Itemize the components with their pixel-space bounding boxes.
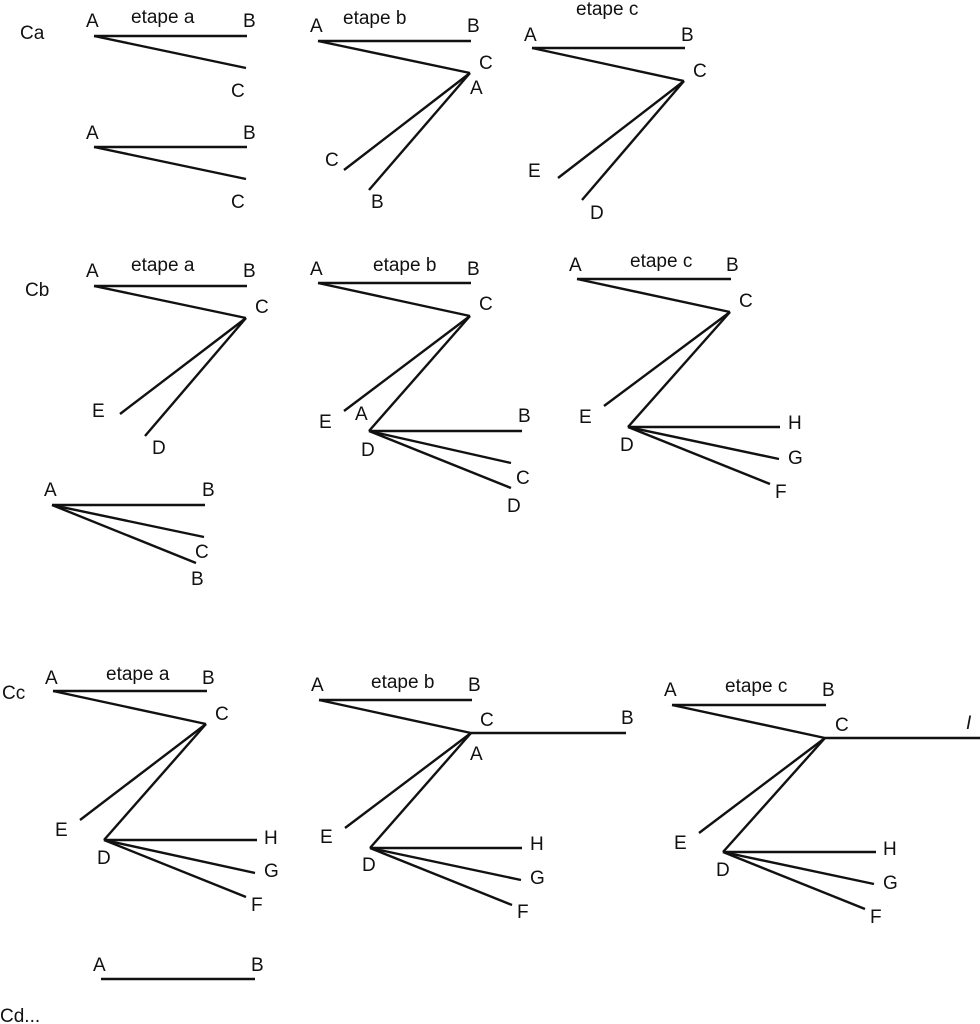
cb-etape-a: [86, 255, 269, 459]
segment-ac: [94, 36, 246, 68]
point-label-b: B: [467, 259, 480, 280]
point-label-c: C: [195, 542, 209, 563]
segment-cd: [104, 724, 206, 840]
point-label-a: A: [311, 675, 324, 696]
point-label-h: H: [264, 828, 278, 849]
point-label-b: B: [202, 480, 215, 501]
ca-step-a-title: etape a: [131, 7, 195, 28]
point-label-c: C: [479, 53, 493, 74]
point-label-a2: A: [355, 404, 368, 425]
point-label-b: B: [243, 11, 256, 32]
point-label-c: C: [231, 81, 245, 102]
ca-etape-b: [310, 8, 493, 213]
point-label-a: A: [86, 11, 99, 32]
point-label-b: B: [681, 25, 694, 46]
point-label-d: D: [590, 203, 604, 224]
point-label-b2: B: [621, 708, 634, 729]
segment-df: [370, 848, 512, 905]
point-label-a: A: [569, 255, 582, 276]
segment-dd: [369, 431, 511, 488]
segment-cd: [628, 312, 730, 427]
point-label-d: D: [97, 848, 111, 869]
point-label-e: E: [528, 161, 541, 182]
point-label-f: F: [870, 907, 882, 928]
point-label-h: H: [883, 839, 897, 860]
segment-ac: [672, 705, 825, 738]
segment-df: [723, 852, 865, 909]
segment-dc: [369, 431, 511, 463]
segment-ac: [94, 147, 246, 179]
point-label-c: C: [693, 61, 707, 82]
cc-etape-b: [311, 672, 634, 923]
segment-cd: [370, 733, 471, 848]
point-label-d2: D: [507, 496, 521, 517]
point-label-d: D: [361, 440, 375, 461]
ca-step-b-title: etape b: [343, 8, 407, 29]
cb-step-b-title: etape b: [373, 255, 437, 276]
point-label-g: G: [883, 873, 898, 894]
segment-ce: [344, 316, 470, 411]
point-label-e: E: [320, 827, 333, 848]
point-label-a: A: [86, 261, 99, 282]
segment-ac: [53, 691, 206, 724]
point-label-e: E: [92, 401, 105, 422]
segment-ce: [604, 312, 730, 406]
point-label-b: B: [468, 675, 481, 696]
point-label-f: F: [517, 902, 529, 923]
point-label-a: A: [310, 259, 323, 280]
point-label-g: G: [264, 861, 279, 882]
point-label-b: B: [243, 261, 256, 282]
cb-etape-b: [310, 255, 531, 517]
segment-df: [104, 840, 246, 897]
point-label-c: C: [231, 192, 245, 213]
point-label-a: A: [44, 480, 57, 501]
point-label-c: C: [835, 715, 849, 736]
point-label-b2: B: [191, 569, 204, 590]
point-label-d: D: [620, 435, 634, 456]
row-label-ca: Ca: [20, 23, 45, 44]
point-label-a: A: [524, 25, 537, 46]
segment-dg: [370, 848, 521, 880]
point-label-a: A: [45, 668, 58, 689]
segment-ce: [345, 733, 471, 828]
point-label-a: A: [664, 680, 677, 701]
ca-etape-a-copy: [86, 123, 256, 213]
point-label-g: G: [530, 868, 545, 889]
point-label-b: B: [726, 255, 739, 276]
point-label-c: C: [215, 704, 229, 725]
point-label-a2: A: [470, 78, 483, 99]
segment-ce: [699, 738, 825, 833]
point-label-e: E: [55, 820, 68, 841]
point-label-e: E: [319, 412, 332, 433]
point-label-c: C: [480, 710, 494, 731]
segment-ab-copy: [52, 505, 196, 563]
point-label-h: H: [788, 413, 802, 434]
point-label-e: E: [674, 833, 687, 854]
segment-ac: [319, 700, 471, 733]
segment-ac: [94, 286, 246, 318]
cb-step-a-title: etape a: [131, 255, 195, 276]
point-label-b: B: [822, 680, 835, 701]
segment-cd: [145, 318, 246, 436]
row-label-cd: Cd...: [0, 1006, 41, 1024]
segment-ac-copy: [344, 73, 470, 170]
ca-etape-c: [524, 0, 707, 224]
point-label-b: B: [467, 16, 480, 37]
segment-cd: [582, 81, 684, 200]
segment-ce: [120, 318, 246, 414]
point-label-b: B: [243, 123, 256, 144]
point-label-b2: B: [518, 406, 531, 427]
point-label-i: I: [966, 713, 972, 734]
segment-ce: [558, 81, 684, 178]
row-label-cc: Cc: [2, 683, 26, 704]
ca-etape-a: [86, 7, 256, 102]
point-label-c2: C: [325, 150, 339, 171]
segment-dg: [104, 840, 255, 873]
point-label-d: D: [716, 860, 730, 881]
point-label-f: F: [251, 895, 263, 916]
cb-etape-c: [569, 251, 803, 503]
point-label-a: A: [93, 955, 106, 976]
ca-step-c-title: etape c: [576, 0, 639, 20]
row-label-cb: Cb: [25, 280, 50, 301]
point-label-b2: B: [371, 192, 384, 213]
segment-ac: [318, 41, 470, 73]
point-label-b: B: [202, 668, 215, 689]
cb-step-c-title: etape c: [630, 251, 693, 272]
segment-dg: [723, 852, 874, 884]
point-label-b: B: [251, 955, 264, 976]
point-label-d: D: [152, 438, 166, 459]
point-label-c: C: [255, 297, 269, 318]
point-label-a2: A: [470, 744, 483, 765]
cc-etape-c: [664, 676, 980, 928]
cc-small-figure: [93, 955, 264, 979]
segment-ac: [532, 48, 684, 81]
point-label-g: G: [788, 448, 803, 469]
cb-small-figure: [44, 480, 215, 590]
segment-cd: [723, 738, 825, 852]
point-label-f: F: [775, 482, 787, 503]
point-label-c: C: [479, 294, 493, 315]
point-label-a: A: [86, 123, 99, 144]
point-label-e: E: [579, 407, 592, 428]
segment-ce: [80, 724, 206, 820]
segment-ac: [318, 283, 470, 316]
segment-dg: [628, 427, 779, 459]
segment-cd: [369, 316, 470, 431]
cc-step-c-title: etape c: [725, 676, 788, 697]
cc-etape-a: [45, 664, 279, 916]
point-label-h: H: [530, 834, 544, 855]
point-label-c: C: [739, 291, 753, 312]
segment-ac: [52, 505, 204, 537]
segment-ab-copy: [369, 73, 470, 190]
point-label-d: D: [362, 855, 376, 876]
cc-step-a-title: etape a: [106, 664, 170, 685]
cc-step-b-title: etape b: [371, 672, 435, 693]
segment-df: [628, 427, 770, 484]
point-label-a: A: [310, 16, 323, 37]
segment-ac: [577, 279, 730, 312]
point-label-c2: C: [516, 468, 530, 489]
